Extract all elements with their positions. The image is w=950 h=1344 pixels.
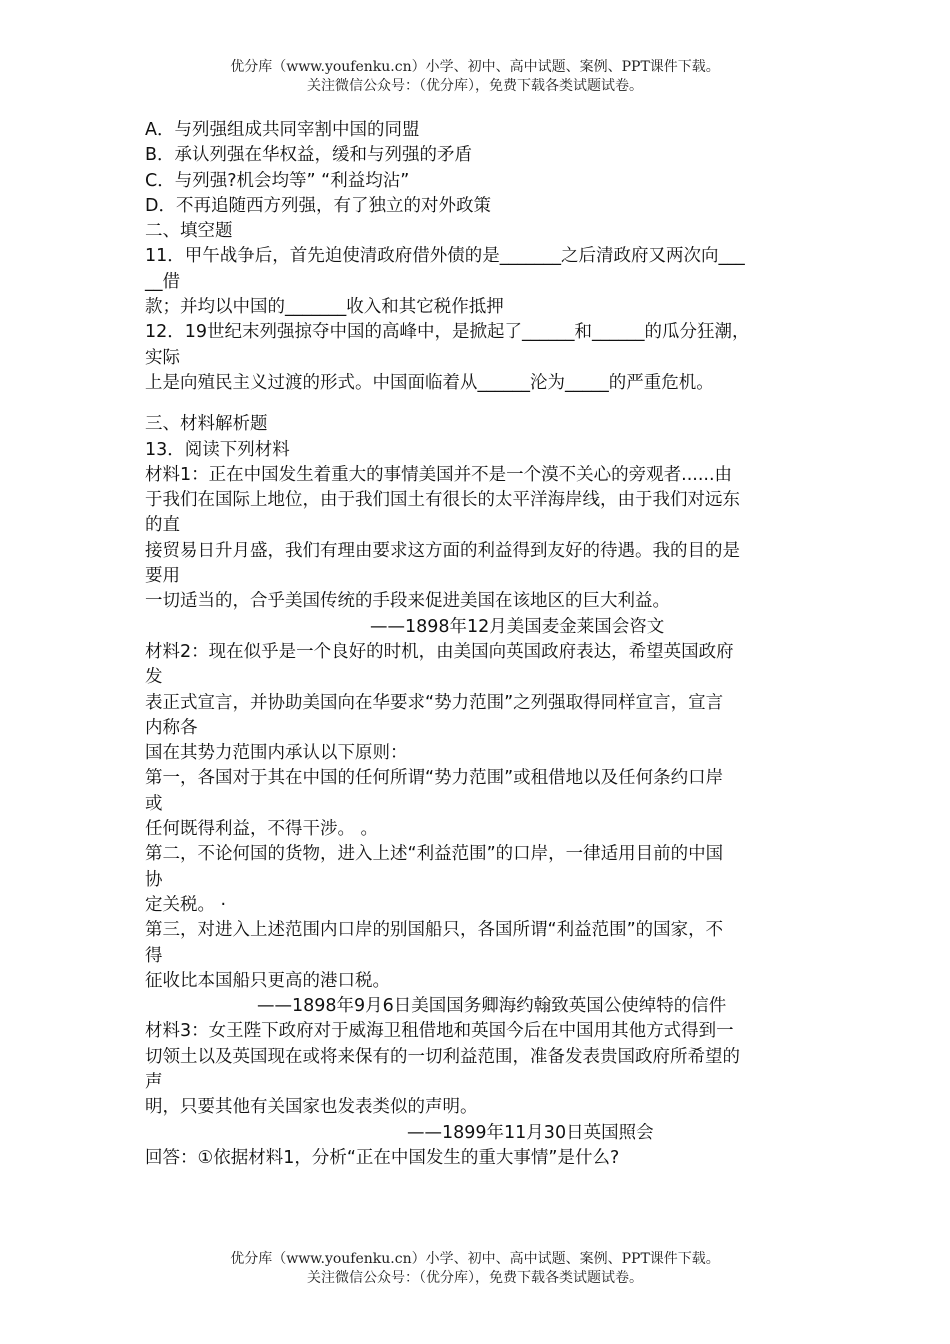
material-1-line: 一切适当的，合乎美国传统的手段来促进美国在该地区的巨大利益。 [145, 591, 670, 612]
footer-line-1: 优分库（www.youfenku.cn）小学、初中、高中试题、案例、PPT课件下载。 [230, 1251, 720, 1267]
material-1-line: 的直 [145, 515, 180, 536]
footer-line-2: 关注微信公众号：（优分库），免费下载各类试题试卷。 [307, 1270, 643, 1286]
material-2-line: 发 [145, 667, 163, 688]
option-b: B．承认列强在华权益，缓和与列强的矛盾 [145, 145, 473, 166]
option-a: A．与列强组成共同宰割中国的同盟 [145, 120, 420, 140]
material-2-source: ——1898年9月6日美国国务卿海约翰致英国公使绰特的信件 [257, 996, 727, 1017]
page-footer [0, 1250, 950, 1288]
material-3-line: 切领土以及英国现在或将来保有的一切利益范围，准备发表贵国政府所希望的 [145, 1046, 740, 1067]
option-d: D．不再追随西方列强，有了独立的对外政策 [145, 195, 491, 216]
page-header [0, 58, 950, 96]
material-2-line: 内称各 [145, 717, 198, 738]
question-11-line: 款；并均以中国的_______收入和其它税作抵押 [145, 297, 504, 318]
material-2-line: 第三，对进入上述范围内口岸的别国船只，各国所谓“利益范围”的国家，不 [145, 920, 724, 941]
material-1-source: ——1898年12月美国麦金莱国会咨文 [370, 616, 665, 637]
option-c: C．与列强?机会均等” “利益均沾” [145, 170, 410, 191]
question-11-line: 11．甲午战争后，首先迫使清政府借外债的是_______之后清政府又两次向___ [145, 246, 745, 267]
answer-prompt: 回答：①依据材料1，分析“正在中国发生的重大事情”是什么? [145, 1147, 620, 1168]
question-12-line: 实际 [145, 347, 180, 368]
section-material-title: 三、材料解析题 [145, 414, 268, 435]
question-11-line: __借 [145, 271, 180, 292]
material-2-line: 国在其势力范围内承认以下原则： [145, 743, 408, 764]
material-1-line: 要用 [145, 566, 180, 587]
material-2-line: 任何既得利益，不得干涉。 。 [145, 819, 379, 840]
material-2-line: 材料2：现在似乎是一个良好的时机，由美国向英国政府表达，希望英国政府 [145, 641, 734, 662]
material-1-line: 材料1：正在中国发生着重大的事情美国并不是一个漠不关心的旁观者......由 [145, 464, 733, 485]
material-2-line: 或 [145, 793, 163, 814]
material-2-line: 第一，各国对于其在中国的任何所谓“势力范围”或租借地以及任何条约口岸 [145, 768, 724, 789]
material-2-line: 表正式宣言，并协助美国向在华要求“势力范围”之列强取得同样宣言，宣言 [145, 692, 724, 713]
material-2-line: 协 [145, 869, 163, 890]
material-1-line: 于我们在国际上地位，由于我们国土有很长的太平洋海岸线，由于我们对远东 [145, 490, 740, 511]
material-3-line: 声 [145, 1071, 163, 1092]
question-13-title: 13．阅读下列材料 [145, 439, 290, 460]
section-fill-blank-title: 二、填空题 [145, 221, 233, 242]
material-3-source: ——1899年11月30日英国照会 [407, 1122, 654, 1143]
material-2-line: 得 [145, 945, 163, 966]
material-2-line: 征收比本国船只更高的港口税。 [145, 970, 390, 991]
material-3-line: 材料3：女王陛下政府对于威海卫租借地和英国今后在中国用其他方式得到一 [145, 1021, 734, 1042]
material-2-line: 第二，不论何国的货物，进入上述“利益范围”的口岸，一律适用目前的中国 [145, 844, 724, 865]
question-12-line: 12．19世纪末列强掠夺中国的高峰中，是掀起了______和______的瓜分狂潮， [145, 322, 750, 343]
header-line-1: 优分库（www.youfenku.cn）小学、初中、高中试题、案例、PPT课件下载。 [230, 59, 720, 75]
spacer [145, 396, 805, 412]
material-2-line: 定关税。 · [145, 894, 227, 915]
question-12-line: 上是向殖民主义过渡的形式。中国面临着从______沦为_____的严重危机。 [145, 372, 714, 393]
material-3-line: 明，只要其他有关国家也发表类似的声明。 [145, 1097, 478, 1118]
header-line-2: 关注微信公众号：（优分库），免费下载各类试题试卷。 [307, 78, 643, 94]
material-1-line: 接贸易日升月盛，我们有理由要求这方面的利益得到友好的待遇。我的目的是 [145, 540, 740, 561]
document-body [145, 118, 805, 1171]
